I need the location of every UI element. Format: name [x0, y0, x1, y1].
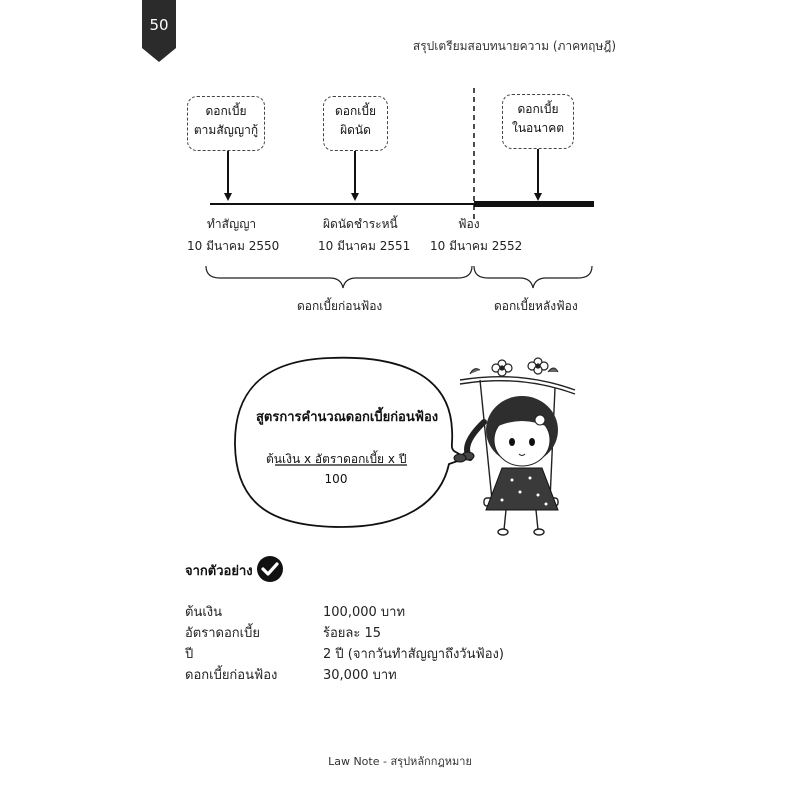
label-interest-before-suit: ดอกเบี้ยก่อนฟ้อง: [297, 299, 383, 313]
box-contract-interest: ดอกเบี้ย ตามสัญญากู้: [187, 96, 265, 151]
formula-title: สูตรการคำนวณดอกเบี้ยก่อนฟ้อง: [256, 410, 439, 425]
page-footer: Law Note - สรุปหลักกฎหมาย: [328, 755, 472, 768]
event-date-default: 10 มีนาคม 2551: [318, 239, 411, 253]
event-name-default: ผิดนัดชำระหนี้: [323, 217, 398, 231]
example-value-interest: 30,000 บาท: [323, 668, 397, 683]
event-name-contract: ทำสัญญา: [207, 217, 257, 231]
example-label-years: ปี: [185, 647, 194, 662]
example-title: จากตัวอย่าง: [185, 564, 253, 579]
check-circle-icon: [256, 555, 284, 583]
speech-bubble: [230, 355, 470, 535]
label-interest-after-suit: ดอกเบี้ยหลังฟ้อง: [494, 299, 578, 313]
brace-before: [206, 266, 472, 288]
example-label-rate: อัตราดอกเบี้ย: [185, 626, 260, 641]
box-future-interest: ดอกเบี้ย ในอนาคต: [502, 94, 574, 149]
running-header: สรุปเตรียมสอบทนายความ (ภาคทฤษฎี): [412, 39, 616, 53]
formula-denominator: 100: [324, 472, 348, 486]
flower-icon: [492, 358, 548, 376]
example-value-principal: 100,000 บาท: [323, 605, 406, 620]
example-label-interest: ดอกเบี้ยก่อนฟ้อง: [185, 668, 278, 683]
page-number: 50: [149, 16, 169, 34]
arrow-1: [224, 151, 232, 201]
formula-numerator: ต้นเงิน x อัตราดอกเบี้ย x ปี: [266, 452, 407, 466]
event-date-contract: 10 มีนาคม 2550: [187, 239, 280, 253]
example-label-principal: ต้นเงิน: [185, 605, 223, 620]
timeline-diagram: [0, 0, 800, 330]
event-date-lawsuit: 10 มีนาคม 2552: [430, 239, 523, 253]
girl-on-swing-illustration: [440, 350, 600, 540]
event-name-lawsuit: ฟ้อง: [458, 217, 480, 231]
example-value-rate: ร้อยละ 15: [323, 626, 382, 641]
example-value-years: 2 ปี (จากวันทำสัญญาถึงวันฟ้อง): [323, 647, 504, 662]
arrow-2: [351, 151, 359, 201]
box-default-interest: ดอกเบี้ย ผิดนัด: [323, 96, 388, 151]
arrow-3: [534, 149, 542, 201]
brace-after: [474, 266, 592, 288]
